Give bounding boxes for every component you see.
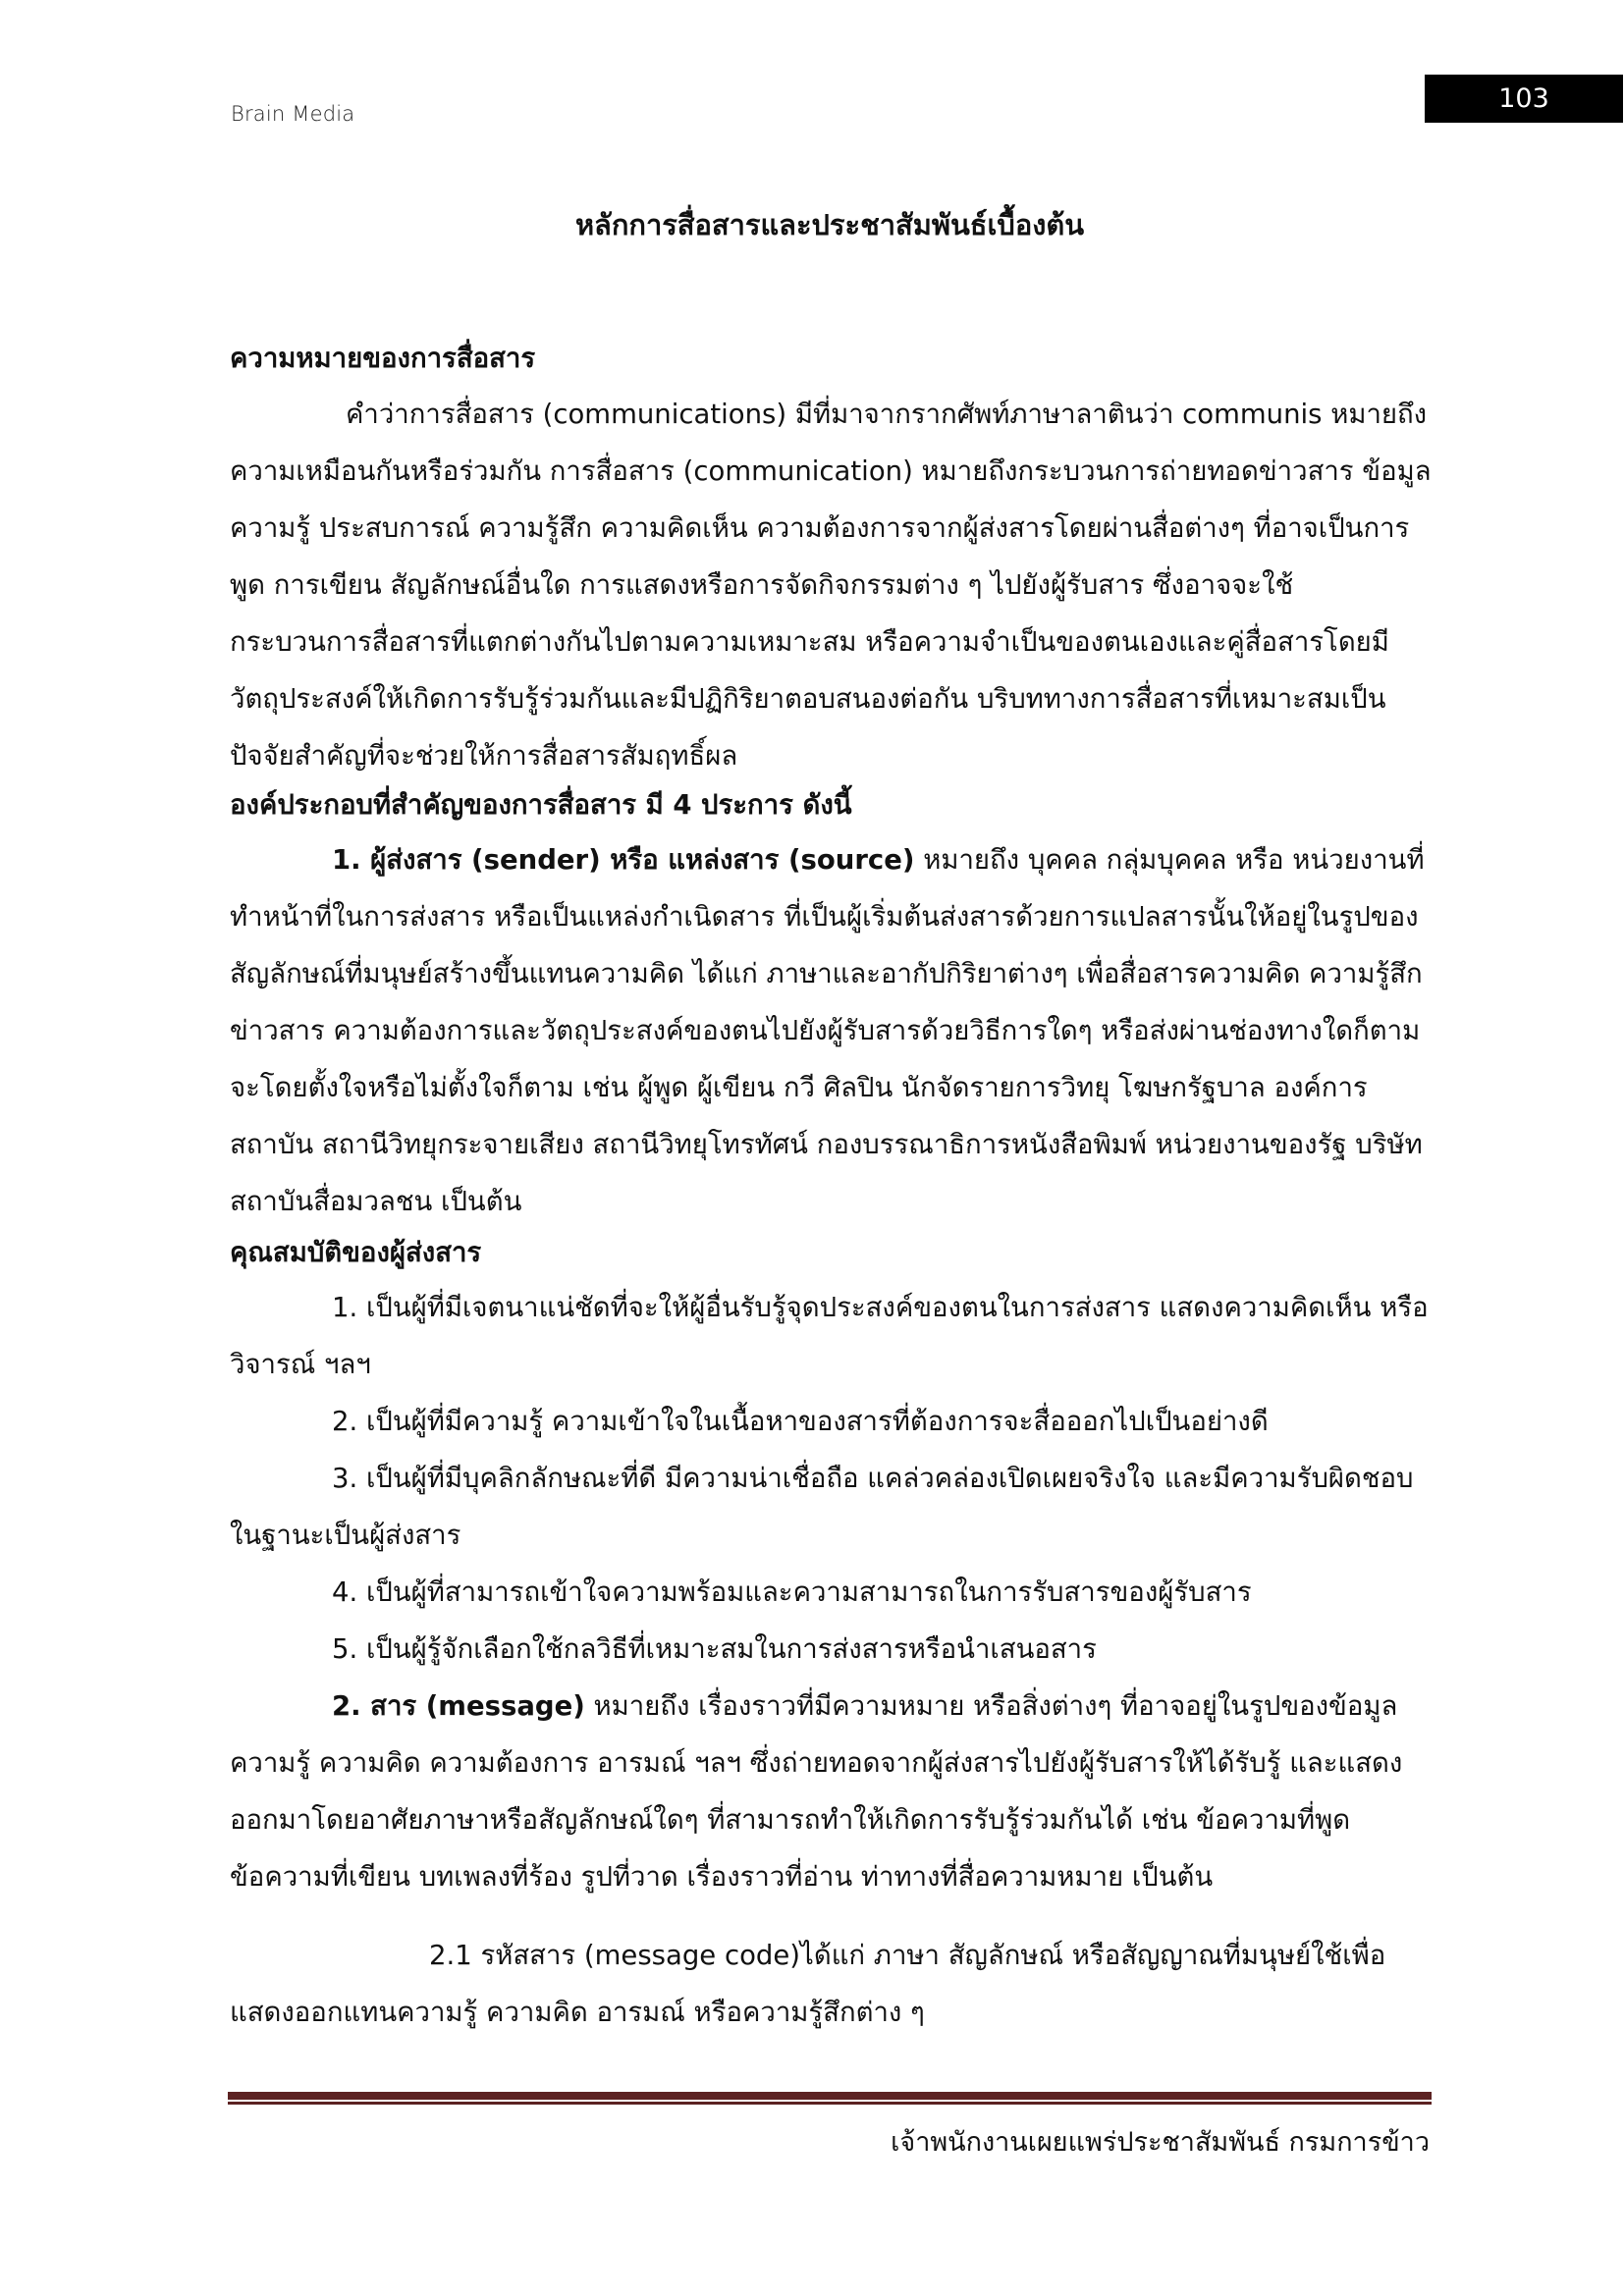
running-head: Brain Media bbox=[231, 102, 355, 126]
quality-item: 2. เป็นผู้ที่มีความรู้ ความเข้าใจในเนื้อหาของสารที่ต้องการจะสื่อออกไปเป็นอย่างดี bbox=[332, 1406, 1269, 1437]
paragraph-line: พูด การเขียน สัญลักษณ์อื่นใด การแสดงหรือการจัดกิจกรรมต่าง ๆ ไปยังผู้รับสาร ซึ่งอาจจะใช้ bbox=[230, 569, 1294, 601]
paragraph-line: แสดงออกแทนความรู้ ความคิด อารมณ์ หรือความรู้สึกต่าง ๆ bbox=[230, 1997, 925, 2028]
item-definition: หมายถึง เรื่องราวที่มีความหมาย หรือสิ่งต่างๆ ที่อาจอยู่ในรูปของข้อมูล bbox=[584, 1690, 1398, 1722]
quality-item-continuation: วิจารณ์ ฯลฯ bbox=[230, 1349, 371, 1380]
paragraph-line: ทำหน้าที่ในการส่งสาร หรือเป็นแหล่งกำเนิดสาร ที่เป็นผู้เริ่มต้นส่งสารด้วยการแปลสารนั้นให้อยู่ในรูปของ bbox=[230, 901, 1419, 933]
paragraph-line: สถาบันสื่อมวลชน เป็นต้น bbox=[230, 1186, 522, 1217]
numbered-item-sender bbox=[332, 840, 1425, 880]
paragraph-line: คำว่าการสื่อสาร (communications) มีที่มาจากรากศัพท์ภาษาลาตินว่า communis หมายถึง bbox=[346, 399, 1428, 430]
numbered-item-message bbox=[332, 1686, 1397, 1726]
quality-item: 1. เป็นผู้ที่มีเจตนาแน่ชัดที่จะให้ผู้อื่นรับรู้จุดประสงค์ของตนในการส่งสาร แสดงความคิดเห็น หรือ bbox=[332, 1292, 1429, 1323]
section-heading-elements: องค์ประกอบที่สำคัญของการสื่อสาร มี 4 ประการ ดังนี้ bbox=[230, 789, 852, 821]
quality-item: 4. เป็นผู้ที่สามารถเข้าใจความพร้อมและความสามารถในการรับสารของผู้รับสาร bbox=[332, 1576, 1252, 1608]
item-definition: หมายถึง บุคคล กลุ่มบุคคล หรือ หน่วยงานที่ bbox=[914, 844, 1425, 876]
footer-rule-thin bbox=[228, 2102, 1432, 2105]
page-number: 103 bbox=[1498, 83, 1549, 114]
page-number-badge bbox=[1425, 75, 1623, 123]
footer-text: เจ้าพนักงานเผยแพร่ประชาสัมพันธ์ กรมการข้าว bbox=[891, 2127, 1430, 2158]
section-heading-meaning: ความหมายของการสื่อสาร bbox=[230, 343, 536, 374]
paragraph-line: กระบวนการสื่อสารที่แตกต่างกันไปตามความเหมาะสม หรือความจำเป็นของตนเองและคู่สื่อสารโดยมี bbox=[230, 626, 1389, 658]
paragraph-line: จะโดยตั้งใจหรือไม่ตั้งใจก็ตาม เช่น ผู้พูด ผู้เขียน กวี ศิลปิน นักจัดรายการวิทยุ โฆษกรัฐบาล องค์การ bbox=[230, 1072, 1368, 1103]
paragraph-line: ความเหมือนกันหรือร่วมกัน การสื่อสาร (communication) หมายถึงกระบวนการถ่ายทอดข่าวสาร ข้อมูล bbox=[230, 455, 1432, 487]
quality-item-continuation: ในฐานะเป็นผู้ส่งสาร bbox=[230, 1520, 461, 1551]
paragraph-line: วัตถุประสงค์ให้เกิดการรับรู้ร่วมกันและมีปฏิกิริยาตอบสนองต่อกัน บริบททางการสื่อสารที่เหมาะสมเป็น bbox=[230, 683, 1386, 715]
paragraph-line: ความรู้ ประสบการณ์ ความรู้สึก ความคิดเห็น ความต้องการจากผู้ส่งสารโดยผ่านสื่อต่างๆ ที่อาจเป็นการ bbox=[230, 512, 1410, 544]
item-term-message: 2. สาร (message) bbox=[332, 1690, 585, 1722]
section-heading-sender-qualities: คุณสมบัติของผู้ส่งสาร bbox=[230, 1237, 482, 1268]
page-title: หลักการสื่อสารและประชาสัมพันธ์เบื้องต้น bbox=[574, 208, 1085, 241]
paragraph-line: สัญลักษณ์ที่มนุษย์สร้างขึ้นแทนความคิด ได้แก่ ภาษาและอากัปกิริยาต่างๆ เพื่อสื่อสารความคิด ความรู้สึก bbox=[230, 958, 1423, 989]
paragraph-line: ออกมาโดยอาศัยภาษาหรือสัญลักษณ์ใดๆ ที่สามารถทำให้เกิดการรับรู้ร่วมกันได้ เช่น ข้อความที่พูด bbox=[230, 1804, 1351, 1836]
item-term-sender: 1. ผู้ส่งสาร (sender) หรือ แหล่งสาร (source) bbox=[332, 844, 915, 876]
paragraph-line: ข้อความที่เขียน บทเพลงที่ร้อง รูปที่วาด เรื่องราวที่อ่าน ท่าทางที่สื่อความหมาย เป็นต้น bbox=[230, 1861, 1214, 1893]
paragraph-line: ความรู้ ความคิด ความต้องการ อารมณ์ ฯลฯ ซึ่งถ่ายทอดจากผู้ส่งสารไปยังผู้รับสารให้ได้รับรู้ และแสดง bbox=[230, 1747, 1403, 1779]
paragraph-line: ข่าวสาร ความต้องการและวัตถุประสงค์ของตนไปยังผู้รับสารด้วยวิธีการใดๆ หรือส่งผ่านช่องทางใดก็ตาม bbox=[230, 1015, 1421, 1046]
footer-rule-thick bbox=[228, 2092, 1432, 2100]
paragraph-line: ปัจจัยสำคัญที่จะช่วยให้การสื่อสารสัมฤทธิ์ผล bbox=[230, 740, 738, 772]
quality-item: 3. เป็นผู้ที่มีบุคลิกลักษณะที่ดี มีความน่าเชื่อถือ แคล่วคล่องเปิดเผยจริงใจ และมีความรับผิดชอบ bbox=[332, 1463, 1414, 1494]
quality-item: 5. เป็นผู้รู้จักเลือกใช้กลวิธีที่เหมาะสมในการส่งสารหรือนำเสนอสาร bbox=[332, 1633, 1097, 1665]
subitem-message-code: 2.1 รหัสสาร (message code)ได้แก่ ภาษา สัญลักษณ์ หรือสัญญาณที่มนุษย์ใช้เพื่อ bbox=[429, 1940, 1386, 1971]
paragraph-line: สถาบัน สถานีวิทยุกระจายเสียง สถานีวิทยุโทรทัศน์ กองบรรณาธิการหนังสือพิมพ์ หน่วยงานของรัฐ บริษัท bbox=[230, 1129, 1423, 1160]
